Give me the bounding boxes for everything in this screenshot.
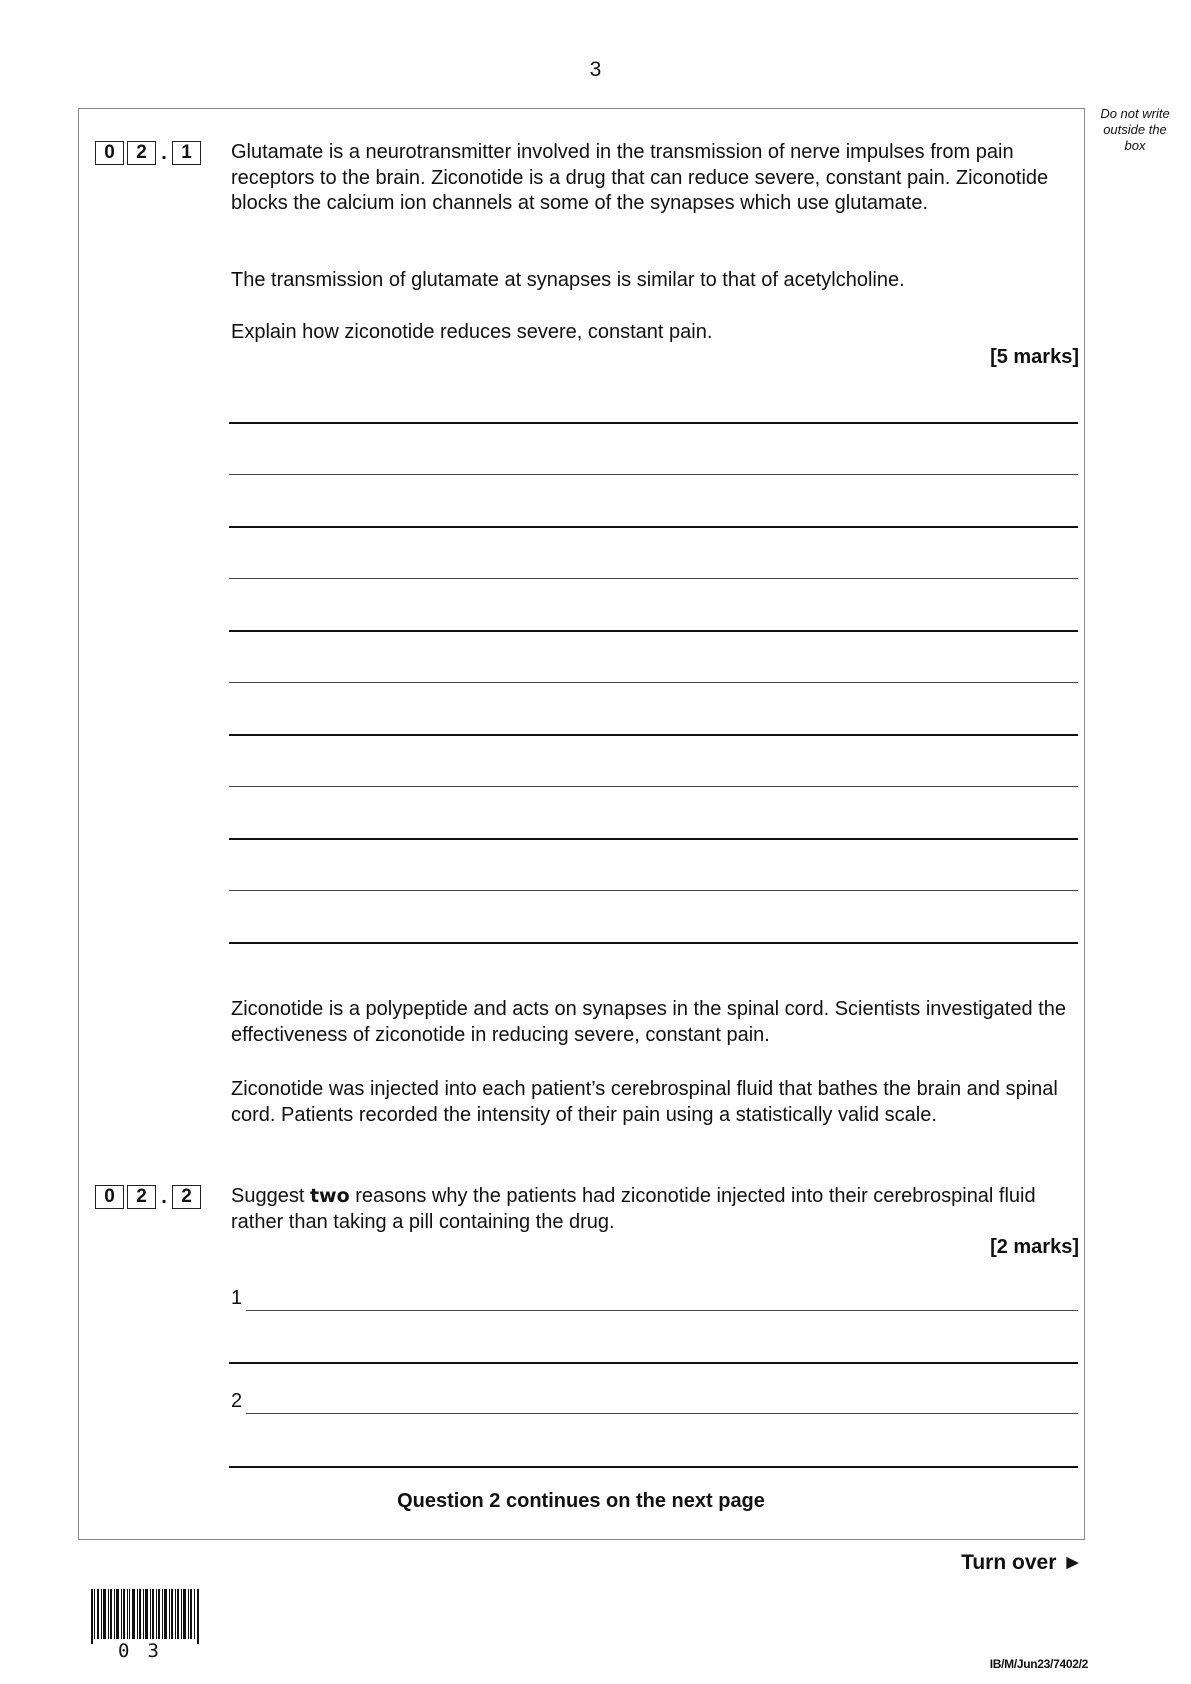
q021-marks: [5 marks] (990, 346, 1079, 368)
margin-note-line: outside the (1103, 122, 1167, 137)
answer-line[interactable] (229, 734, 1078, 736)
question-digit-box: 1 (172, 141, 201, 165)
question-digit-box: 0 (95, 1185, 124, 1209)
answer-line[interactable] (229, 526, 1078, 528)
answer-line[interactable] (229, 422, 1078, 424)
answer-line[interactable] (229, 682, 1078, 683)
margin-note (1085, 106, 1185, 154)
answer-label-2: 2 (231, 1390, 243, 1412)
q022-emphasis: two (309, 1185, 350, 1207)
page-code: IB/M/Jun23/7402/2 (989, 1657, 1088, 1671)
page-number: 3 (589, 58, 602, 81)
question-dot: . (161, 1185, 167, 1208)
answer-line[interactable] (229, 474, 1078, 475)
question-digit-box: 2 (127, 1185, 156, 1209)
continues-note: Question 2 continues on the next page (397, 1490, 765, 1512)
answer-line[interactable] (229, 786, 1078, 787)
margin-note-line: box (1124, 138, 1146, 153)
margin-note-line: Do not write (1100, 106, 1170, 121)
answer-line-2[interactable] (246, 1413, 1078, 1414)
answer-line[interactable] (229, 630, 1078, 632)
answer-line[interactable] (229, 838, 1078, 840)
question-dot: . (161, 141, 167, 164)
question-number-02-1 (95, 141, 204, 165)
q022-marks: [2 marks] (990, 1236, 1079, 1258)
q021-paragraph-2: The transmission of glutamate at synapses is similar to that of acetylcholine. (231, 269, 905, 291)
answer-label-1: 1 (231, 1287, 243, 1309)
answer-line-1[interactable] (246, 1310, 1078, 1311)
question-digit-box: 0 (95, 141, 124, 165)
q022-question-text (231, 1184, 1077, 1235)
question-digit-box: 2 (127, 141, 156, 165)
answer-line[interactable] (229, 1362, 1078, 1364)
question-digit-box: 2 (172, 1185, 201, 1209)
answer-line[interactable] (229, 942, 1078, 944)
q022-text-before: Suggest (231, 1185, 310, 1207)
question-number-02-2 (95, 1185, 204, 1209)
answer-line[interactable] (229, 890, 1078, 891)
answer-line[interactable] (229, 1466, 1078, 1468)
intro-paragraph-1: Ziconotide is a polypeptide and acts on synapses in the spinal cord. Scientists investigated the effectiveness of ziconotide in reducing severe, constant pain. (231, 998, 1066, 1046)
q022-text-after: reasons why the patients had ziconotide injected into their cerebrospinal fluid rather than taking a pill containing the drug. (231, 1185, 1036, 1233)
barcode-number: 03 (118, 1640, 177, 1662)
barcode-icon (91, 1589, 201, 1644)
turn-over-label: Turn over ► (961, 1551, 1083, 1574)
q021-paragraph-3: Explain how ziconotide reduces severe, constant pain. (231, 321, 713, 343)
q021-paragraph-1: Glutamate is a neurotransmitter involved in the transmission of nerve impulses from pain receptors to the brain. Ziconotide is a drug that can reduce severe, constant pain. Ziconotide blocks the calcium ion channels at some of the synapses which use glutamate. (231, 141, 1049, 214)
answer-line[interactable] (229, 578, 1078, 579)
intro-paragraph-2: Ziconotide was injected into each patient’s cerebrospinal fluid that bathes the brain and spinal cord. Patients recorded the intensity of their pain using a statistically valid scale. (231, 1078, 1058, 1126)
